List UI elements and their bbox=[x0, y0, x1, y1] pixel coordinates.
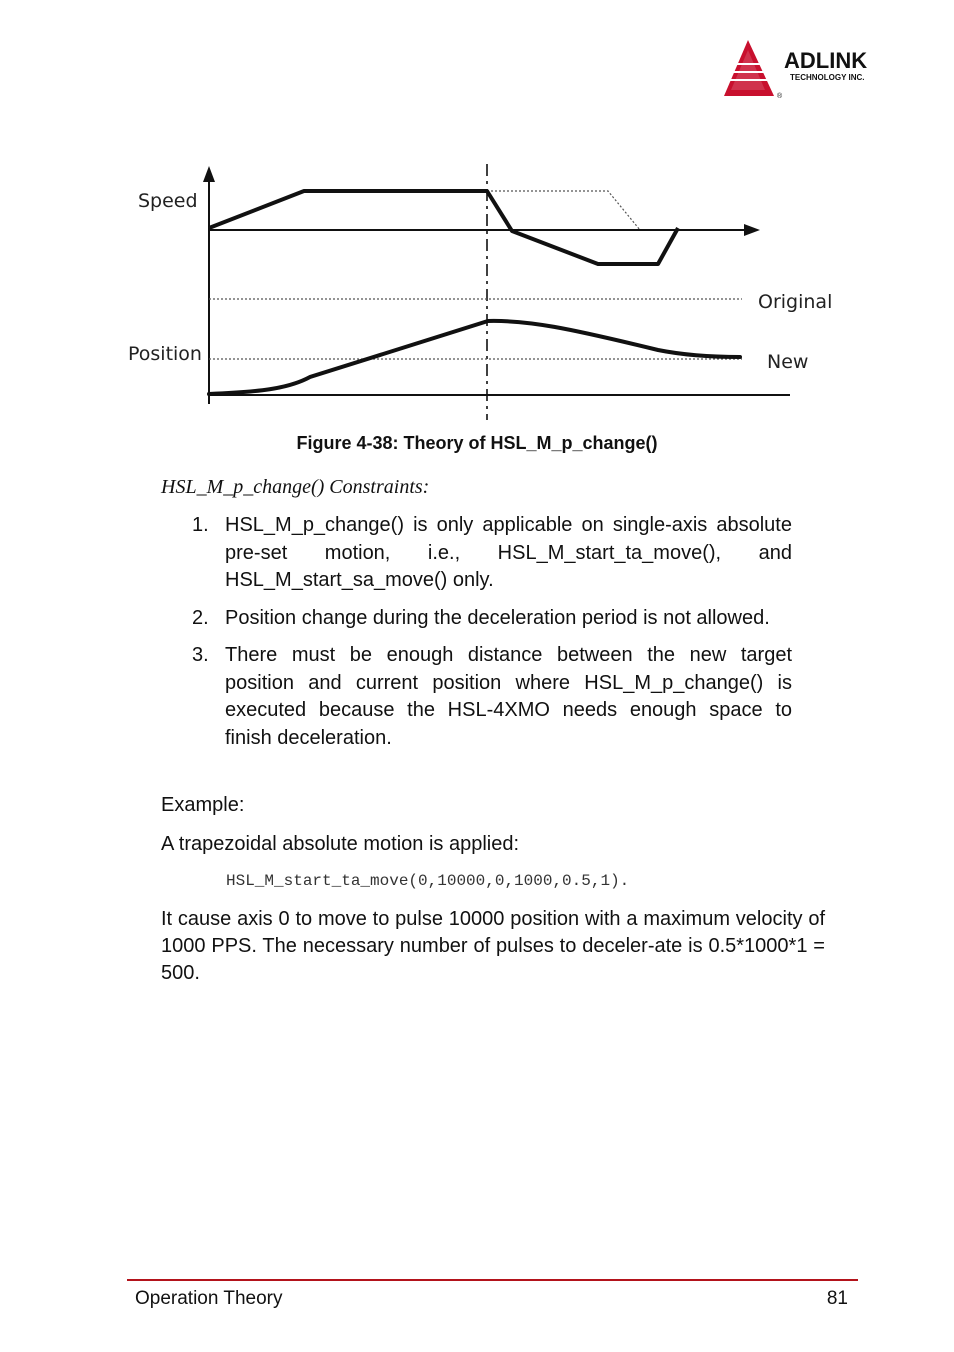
constraints-heading: HSL_M_p_change() Constraints: bbox=[161, 476, 430, 498]
page-number: 81 bbox=[826, 1288, 848, 1309]
new-speed-curve bbox=[209, 191, 678, 264]
adlink-triangle-icon bbox=[722, 38, 922, 100]
list-item bbox=[188, 642, 792, 752]
footer-divider bbox=[127, 1279, 858, 1281]
list-item bbox=[188, 605, 792, 633]
list-item-text: HSL_M_p_change() is only applicable on single-axis absolute pre-set motion, i.e., HSL_M_start_ta_move(), and HSL_M_start_sa_move() only. bbox=[225, 514, 792, 591]
list-item-number: 2. bbox=[192, 606, 209, 629]
list-item-number: 3. bbox=[192, 644, 209, 666]
new-label: New bbox=[767, 351, 809, 373]
example-intro: A trapezoidal absolute motion is applied: bbox=[161, 833, 520, 855]
explanation-paragraph: It cause axis 0 to move to pulse 10000 position with a maximum velocity of 1000 PPS. The necessary number of pulses to deceler-ate is 0.5*1000*1 = 500. bbox=[161, 908, 825, 984]
list-item-text: Position change during the deceleration period is not allowed. bbox=[225, 606, 770, 629]
speed-time-axis-arrow bbox=[744, 224, 760, 236]
logo-registered: ® bbox=[777, 93, 783, 100]
example-label: Example: bbox=[161, 794, 245, 816]
figure-caption: Figure 4-38: Theory of HSL_M_p_change() bbox=[296, 433, 658, 453]
code-sample: HSL_M_start_ta_move(0,10000,0,1000,0.5,1). bbox=[226, 872, 630, 890]
logo-brand: ADLINK bbox=[784, 48, 868, 73]
original-label: Original bbox=[758, 291, 833, 313]
list-item-text: There must be enough distance between the new target position and current position where HSL_M_p_change() is executed because the HSL-4XMO needs enough space to finish deceleration. bbox=[225, 644, 792, 749]
vertical-axis-arrow bbox=[203, 166, 215, 182]
footer-section-title: Operation Theory bbox=[135, 1288, 283, 1309]
speed-label: Speed bbox=[138, 190, 198, 212]
position-label: Position bbox=[128, 343, 202, 365]
list-item bbox=[188, 512, 792, 595]
position-curve bbox=[209, 321, 740, 394]
logo-tagline: TECHNOLOGY INC. bbox=[790, 73, 865, 82]
list-item-number: 1. bbox=[192, 514, 209, 536]
company-logo bbox=[722, 38, 922, 100]
constraints-list bbox=[188, 512, 792, 762]
speed-position-diagram bbox=[118, 158, 848, 428]
